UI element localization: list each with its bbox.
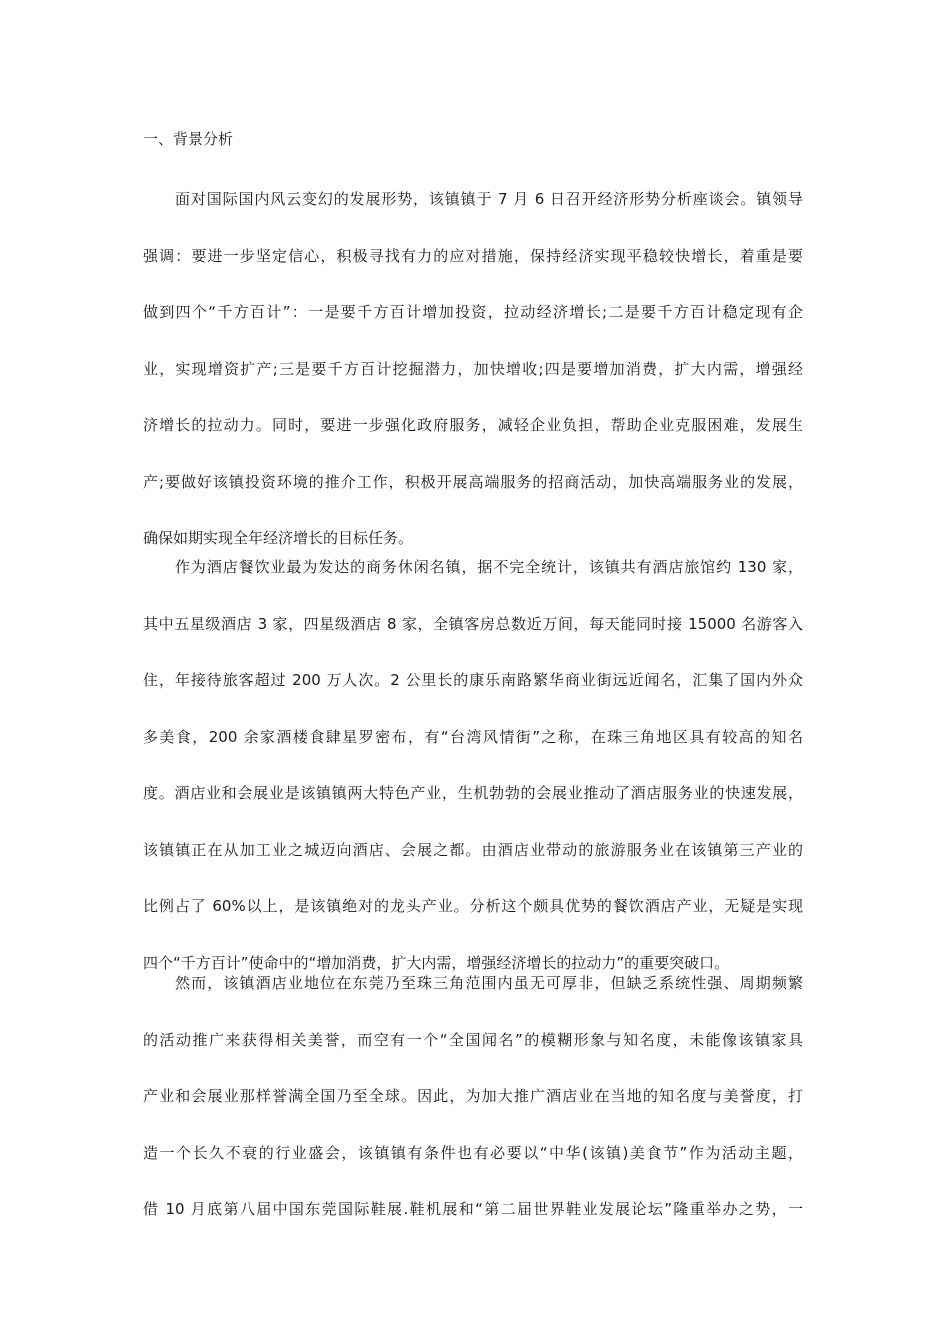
- paragraph-festival-proposal: [143, 972, 803, 1255]
- paragraph-hotel-industry: [143, 556, 803, 1008]
- paragraph-line: 作为酒店餐饮业最为发达的商务休闲名镇，据不完全统计，该镇共有酒店旅馆约 130 家，: [175, 558, 803, 576]
- paragraph-line: 产业和会展业那样誉满全国乃至全球。因此，为加大推广酒店业在当地的知名度与美誉度，打: [143, 1087, 803, 1105]
- paragraph-line: 面对国际国内风云变幻的发展形势，该镇镇于 7 月 6 日召开经济形势分析座谈会。镇领导: [175, 190, 803, 208]
- paragraph-policy: [143, 188, 803, 584]
- paragraph-line: 住，年接待旅客超过 200 万人次。2 公里长的康乐南路繁华商业街远近闻名，汇集了国内外众: [143, 671, 803, 689]
- paragraph-line: 多美食，200 余家酒楼食肆星罗密布，有“台湾风情街”之称，在珠三角地区具有较高的知名: [143, 727, 803, 746]
- paragraph-line: 比例占了 60%以上，是该镇绝对的龙头产业。分析这个颇具优势的餐饮酒店产业，无疑是实现: [143, 897, 803, 915]
- paragraph-line: 做到四个“千方百计”：一是要千方百计增加投资，拉动经济增长;二是要千方百计稳定现有企: [143, 303, 803, 321]
- paragraph-line: 度。酒店业和会展业是该镇镇两大特色产业，生机勃勃的会展业推动了酒店服务业的快速发展，: [143, 784, 803, 802]
- paragraph-line: 济增长的拉动力。同时，要进一步强化政府服务，减轻企业负担，帮助企业克服困难，发展生: [143, 416, 803, 434]
- paragraph-line: 确保如期实现全年经济增长的目标任务。: [143, 529, 414, 547]
- section-heading: 一、背景分析: [143, 130, 234, 148]
- paragraph-line: 造一个长久不衰的行业盛会，该镇镇有条件也有必要以“中华(该镇)美食节”作为活动主题，: [143, 1143, 803, 1162]
- paragraph-line: 该镇镇正在从加工业之城迈向酒店、会展之都。由酒店业带动的旅游服务业在该镇第三产业的: [143, 840, 803, 859]
- paragraph-line: 产;要做好该镇投资环境的推介工作，积极开展高端服务的招商活动，加快高端服务业的发展，: [143, 472, 803, 491]
- paragraph-line: 四个“千方百计”使命中的“增加消费，扩大内需，增强经济增长的拉动力”的重要突破口。: [143, 953, 730, 972]
- paragraph-line: 的活动推广来获得相关美誉，而空有一个“全国闻名”的模糊形象与知名度，未能像该镇家具: [143, 1030, 803, 1049]
- paragraph-line: 强调：要进一步坚定信心，积极寻找有力的应对措施，保持经济实现平稳较快增长，着重是要: [143, 246, 803, 265]
- paragraph-line: 业，实现增资扩产;三是要千方百计挖掘潜力，加快增收;四是要增加消费，扩大内需，增强经: [143, 359, 803, 378]
- paragraph-line: 借 10 月底第八届中国东莞国际鞋展.鞋机展和“第二届世界鞋业发展论坛”隆重举办之势，一: [143, 1200, 803, 1218]
- paragraph-line: 其中五星级酒店 3 家，四星级酒店 8 家，全镇客房总数近万间，每天能同时接 15000 名游客入: [143, 614, 803, 633]
- paragraph-line: 然而，该镇酒店业地位在东莞乃至珠三角范围内虽无可厚非，但缺乏系统性强、周期频繁: [175, 974, 803, 992]
